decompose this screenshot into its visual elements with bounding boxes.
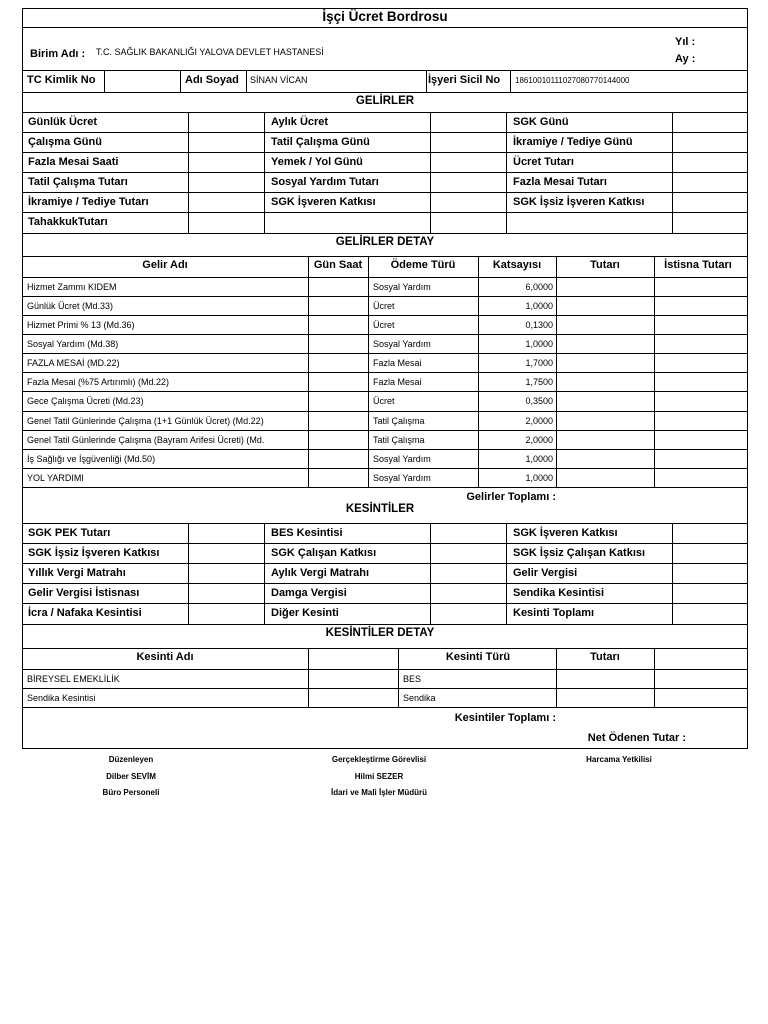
v-rule — [368, 256, 369, 487]
h-rule — [22, 233, 748, 234]
gelir-detay-name: Fazla Mesai (%75 Artırımlı) (Md.22) — [27, 377, 170, 387]
gelir-field-label: Ücret Tutarı — [513, 156, 574, 168]
gelir-field-label: Tatil Çalışma Tutarı — [28, 176, 128, 188]
h-rule — [22, 353, 748, 354]
ad-value: SİNAN VİCAN — [250, 75, 308, 85]
h-rule — [22, 523, 748, 524]
gelir-field-label: TahakkukTutarı — [28, 216, 108, 228]
gelir-detay-col-header: İstisna Tutarı — [664, 259, 732, 271]
h-rule — [22, 669, 748, 670]
gelir-detay-katsayi: 1,0000 — [525, 473, 553, 483]
kesinti-field-label: Gelir Vergisi — [513, 567, 578, 579]
signature-title: Büro Personeli — [102, 788, 160, 797]
h-rule — [22, 70, 748, 71]
h-rule — [22, 648, 748, 649]
v-rule — [246, 70, 247, 92]
gelirler-title: GELİRLER — [355, 95, 415, 107]
h-rule — [22, 132, 748, 133]
v-rule — [506, 523, 507, 624]
gelir-detay-katsayi: 1,7000 — [525, 358, 553, 368]
sicil-value: 18610010111027080770144000 — [515, 76, 630, 85]
v-rule — [672, 523, 673, 624]
kesinti-field-label: SGK İşsiz Çalışan Katkısı — [513, 547, 646, 559]
kesinti-detay-name: Sendika Kesintisi — [27, 693, 96, 703]
h-rule — [22, 583, 748, 584]
v-rule — [180, 70, 181, 92]
gelir-field-label: SGK İşveren Katkısı — [271, 196, 376, 208]
gelir-detay-odeme: Sosyal Yardım — [373, 473, 431, 483]
net-odenen-tutar: Net Ödenen Tutar : — [587, 732, 686, 744]
gelir-detay-katsayi: 2,0000 — [525, 416, 553, 426]
kesinti-detay-name: BİREYSEL EMEKLİLİK — [27, 674, 120, 684]
v-rule — [478, 256, 479, 487]
v-rule — [104, 70, 105, 92]
h-rule — [22, 391, 748, 392]
signature-name: Hilmi SEZER — [354, 772, 404, 781]
kesintiler-title: KESİNTİLER — [345, 503, 415, 515]
gelir-detay-name: Günlük Ücret (Md.33) — [27, 301, 114, 311]
gelir-detay-katsayi: 1,0000 — [525, 454, 553, 464]
kesinti-detay-col-header: Kesinti Türü — [445, 651, 511, 663]
gelir-detay-name: FAZLA MESAİ (MD.22) — [27, 358, 120, 368]
signature-title: İdari ve Mali İşler Müdürü — [330, 788, 428, 797]
kesinti-field-label: SGK İşveren Katkısı — [513, 527, 618, 539]
gelir-detay-odeme: Sosyal Yardım — [373, 454, 431, 464]
v-rule — [430, 112, 431, 233]
gelir-detay-katsayi: 1,7500 — [525, 377, 553, 387]
v-rule — [506, 112, 507, 233]
v-rule — [510, 70, 511, 92]
gelir-field-label: Günlük Ücret — [28, 116, 98, 128]
gelir-field-label: SGK İşsiz İşveren Katkısı — [513, 196, 645, 208]
gelir-detay-katsayi: 0,3500 — [525, 396, 553, 406]
birim-value: T.C. SAĞLIK BAKANLIĞI YALOVA DEVLET HASTANESİ — [96, 47, 324, 57]
gelir-field-label: Fazla Mesai Saati — [28, 156, 119, 168]
kesinti-field-label: SGK Çalışan Katkısı — [271, 547, 377, 559]
v-rule — [264, 523, 265, 624]
gelir-field-label: İkramiye / Tediye Günü — [513, 136, 633, 148]
birim-label: Birim Adı : — [30, 48, 86, 60]
gelir-field-label: Fazla Mesai Tutarı — [513, 176, 607, 188]
kesinti-field-label: Damga Vergisi — [271, 587, 347, 599]
h-rule — [22, 688, 748, 689]
kesintiler-detay-title: KESİNTİLER DETAY — [325, 627, 435, 639]
kesinti-field-label: SGK İşsiz İşveren Katkısı — [28, 547, 160, 559]
kesintiler-toplami: Kesintiler Toplamı : — [454, 712, 556, 724]
gelirler-detay-title: GELİRLER DETAY — [335, 236, 435, 248]
gelir-detay-odeme: Sosyal Yardım — [373, 339, 431, 349]
h-rule — [22, 256, 748, 257]
signature-role: Harcama Yetkilisi — [586, 755, 652, 764]
gelir-detay-katsayi: 2,0000 — [525, 435, 553, 445]
h-rule — [22, 563, 748, 564]
form-title: İşçi Ücret Bordrosu — [322, 9, 448, 24]
v-rule — [556, 256, 557, 487]
h-rule — [22, 487, 748, 488]
h-rule — [22, 411, 748, 412]
gelir-detay-odeme: Ücret — [373, 301, 395, 311]
h-rule — [22, 212, 748, 213]
v-rule — [264, 112, 265, 233]
gelir-detay-katsayi: 6,0000 — [525, 282, 553, 292]
v-rule — [308, 648, 309, 707]
signature-name: Dilber SEVİM — [106, 772, 156, 781]
gelir-field-label: Sosyal Yardım Tutarı — [271, 176, 379, 188]
kesinti-field-label: Yıllık Vergi Matrahı — [28, 567, 126, 579]
h-rule — [22, 172, 748, 173]
kesinti-field-label: SGK PEK Tutarı — [28, 527, 111, 539]
h-rule — [22, 624, 748, 625]
gelir-field-label: Tatil Çalışma Günü — [271, 136, 370, 148]
gelir-detay-odeme: Fazla Mesai — [373, 377, 422, 387]
gelir-detay-name: İş Sağlığı ve İşgüvenliği (Md.50) — [27, 454, 156, 464]
tc-label: TC Kimlik No — [27, 74, 96, 86]
gelir-detay-col-header: Gelir Adı — [142, 259, 188, 271]
h-rule — [22, 430, 748, 431]
gelir-field-label: Çalışma Günü — [28, 136, 102, 148]
gelir-detay-col-header: Ödeme Türü — [390, 259, 456, 271]
gelir-detay-name: Genel Tatil Günlerinde Çalışma (1+1 Günlük Ücret) (Md.22) — [27, 416, 264, 426]
kesinti-field-label: BES Kesintisi — [271, 527, 343, 539]
kesinti-detay-tur: BES — [403, 674, 422, 684]
kesinti-field-label: Aylık Vergi Matrahı — [271, 567, 370, 579]
h-rule — [22, 27, 748, 28]
gelir-detay-odeme: Fazla Mesai — [373, 358, 422, 368]
gelir-detay-katsayi: 1,0000 — [525, 339, 553, 349]
kesinti-field-label: Gelir Vergisi İstisnası — [28, 587, 140, 599]
v-rule — [188, 523, 189, 624]
gelir-detay-odeme: Ücret — [373, 396, 395, 406]
h-rule — [22, 449, 748, 450]
h-rule — [22, 296, 748, 297]
gelir-field-label: İkramiye / Tediye Tutarı — [28, 196, 149, 208]
gelir-detay-katsayi: 0,1300 — [525, 320, 553, 330]
v-rule — [430, 523, 431, 624]
gelir-detay-odeme: Ücret — [373, 320, 395, 330]
h-rule — [22, 112, 748, 113]
kesinti-detay-col-header: Kesinti Adı — [136, 651, 194, 663]
gelir-detay-name: Genel Tatil Günlerinde Çalışma (Bayram Arifesi Ücreti) (Md. — [27, 435, 265, 445]
ad-label: Adı Soyad — [185, 74, 239, 86]
v-rule — [398, 648, 399, 707]
h-rule — [22, 315, 748, 316]
gelir-detay-name: Hizmet Primi % 13 (Md.36) — [27, 320, 135, 330]
gelir-detay-name: YOL YARDIMI — [27, 473, 84, 483]
v-rule — [426, 70, 427, 92]
ay-label: Ay : — [675, 53, 696, 65]
h-rule — [22, 152, 748, 153]
v-rule — [654, 256, 655, 487]
h-rule — [22, 543, 748, 544]
h-rule — [22, 277, 748, 278]
gelir-field-label: Aylık Ücret — [271, 116, 329, 128]
kesinti-detay-tur: Sendika — [403, 693, 436, 703]
yil-label: Yıl : — [675, 36, 696, 48]
sicil-label: İşyeri Sicil No — [428, 74, 501, 86]
kesinti-field-label: Sendika Kesintisi — [513, 587, 605, 599]
kesinti-detay-col-header: Tutarı — [590, 651, 620, 663]
gelir-detay-katsayi: 1,0000 — [525, 301, 553, 311]
gelir-detay-col-header: Katsayısı — [492, 259, 542, 271]
h-rule — [22, 92, 748, 93]
kesinti-field-label: İcra / Nafaka Kesintisi — [28, 607, 142, 619]
gelir-detay-col-header: Gün Saat — [313, 259, 363, 271]
gelirler-toplami: Gelirler Toplamı : — [466, 491, 556, 503]
kesinti-field-label: Kesinti Toplamı — [513, 607, 595, 619]
v-rule — [308, 256, 309, 487]
h-rule — [22, 707, 748, 708]
gelir-detay-name: Hizmet Zammı KIDEM — [27, 282, 117, 292]
v-rule — [188, 112, 189, 233]
h-rule — [22, 334, 748, 335]
gelir-detay-odeme: Tatil Çalışma — [373, 435, 425, 445]
h-rule — [22, 603, 748, 604]
signature-role: Gerçekleştirme Görevlisi — [331, 755, 427, 764]
h-rule — [22, 192, 748, 193]
h-rule — [22, 372, 748, 373]
gelir-detay-name: Sosyal Yardım (Md.38) — [27, 339, 119, 349]
gelir-detay-odeme: Tatil Çalışma — [373, 416, 425, 426]
kesinti-field-label: Diğer Kesinti — [271, 607, 339, 619]
gelir-detay-name: Gece Çalışma Ücreti (Md.23) — [27, 396, 144, 406]
gelir-detay-odeme: Sosyal Yardım — [373, 282, 431, 292]
v-rule — [672, 112, 673, 233]
gelir-detay-col-header: Tutarı — [590, 259, 620, 271]
signature-role: Düzenleyen — [108, 755, 154, 764]
h-rule — [22, 468, 748, 469]
gelir-field-label: Yemek / Yol Günü — [271, 156, 363, 168]
gelir-field-label: SGK Günü — [513, 116, 569, 128]
